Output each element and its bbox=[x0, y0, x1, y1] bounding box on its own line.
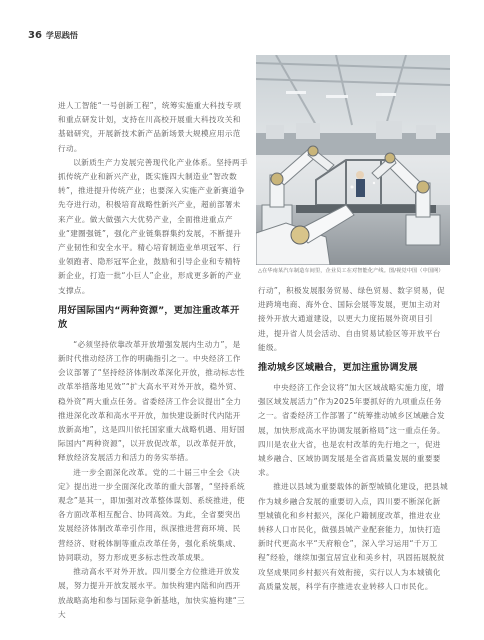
paragraph: 推进以县域为重要载体的新型城镇化建设，把县城作为城乡融合发展的重要切入点，四川要不断深化新型城镇化和乡村振兴，深化户籍制度改革，推进农业转移人口市民化，做强县城产业配套能力，加快打造新时代更高水平“天府粮仓”，深入学习运用“千万工程”经验，继续加强宜居宜业和美乡村，巩固拓展脱贫攻坚成果同乡村振兴有效衔接，实行以人为本城镇化高质量发展，科学有序推进农业转移人口市民化。 bbox=[258, 482, 448, 591]
right-column bbox=[258, 284, 448, 594]
factory-robot-arms-photo bbox=[256, 55, 450, 265]
page-number: 36 bbox=[28, 30, 42, 41]
page-header bbox=[28, 30, 78, 41]
paragraph: 推动高水平对外开放。四川要全方位推进开放发展，努力提升开放发展水平。加快构建内陆和向西开放战略高地和参与国际竞争新基地，加快实施构建“三大 bbox=[58, 567, 245, 619]
section-title: 学思践悟 bbox=[45, 31, 78, 40]
section-heading: 用好国际国内“两种资源”，更加注重改革开放 bbox=[58, 304, 240, 330]
paragraph: “必须坚持依靠改革开放增强发展内生动力”，是新时代推动经济工作的明确指引之一。中央经济工作会议部署了“坚持经济体制改革深化开放，推动标志性改革举措落地见效”“扩大高水平对外开放，稳外贸、稳外资”两大重点任务。省委经济工作会议提出“全力推进深化改革和高水平开放，加快建设新时代内陆开放新高地”，这是四川依托国家重大战略机遇、用好国际国内“两种资源”，以开放促改革，以改革促开放，释放经济发展活力和活力的务实举措。 bbox=[58, 339, 245, 463]
photo-caption: △在华南某汽车制造车间里，企业员工在对智能化产线。图/视觉中国（中国网） bbox=[258, 268, 444, 274]
paragraph: 进一步全面深化改革。党的二十届三中全会《决定》提出进一步全面深化改革的重大部署，“坚持系统观念”是其一，即加强对改革整体谋划、系统推进，使各方面改革相互配合、协同高效。为此，全省要突出发展经济体制改革牵引作用，纵深推进营商环境、民营经济、财税体制等重点改革任务，强化系统集成、协同联动，努力形成更多标志性改革成果。 bbox=[58, 467, 245, 562]
paragraph: 行动”，积极发展服务贸易、绿色贸易、数字贸易，促进跨境电商、海外仓、国际会展等发展，更加主动对接外开放大通道建设，以更大力度拓展外资项目引进，提升省人员会活动、自由贸易试验区等开放平台能级。 bbox=[258, 286, 445, 352]
section-heading: 推动城乡区域融合，更加注重协调发展 bbox=[258, 362, 418, 374]
paragraph: 中央经济工作会议将“加大区域战略实施力度，增强区域发展活力”作为2025年要抓好的九项重点任务之一。省委经济工作部署了“统筹推动城乡区域融合发展，加快形成高水平协调发展新格局”这一重点任务。四川是农业大省，也是农村改革的先行地之一，促进城乡融合、区域协调发展是全省高质量发展的重要要求。 bbox=[258, 383, 445, 478]
paragraph: 以新质生产力发展完善现代化产业体系。坚持两手抓传统产业和新兴产业，既实施四大制造业“智改数转”，推进提升传统产业；也要深入实施产业新赛道争先夺进行动，积极培育战略性新兴产业，超前部署未来产业。做大做强六大优势产业，全面推进重点产业“建圈强链”，强化产业链集群集约发展，不断提升产业韧性和安全水平。精心培育制造业单项冠军、行业领跑者、隐形冠军企业，鼓励和引导企业和专精特新企业，打造一批“小巨人”企业，形成更多新的产业支撑点。 bbox=[58, 157, 248, 295]
paragraph: 进人工智能“一号创新工程”，统筹实施重大科技专项和重点研发计划，支持在川高校开展重大科技攻关和基础研究，开展新技术新产品新场景大规模应用示范行动。 bbox=[58, 101, 242, 153]
left-column bbox=[58, 99, 248, 622]
